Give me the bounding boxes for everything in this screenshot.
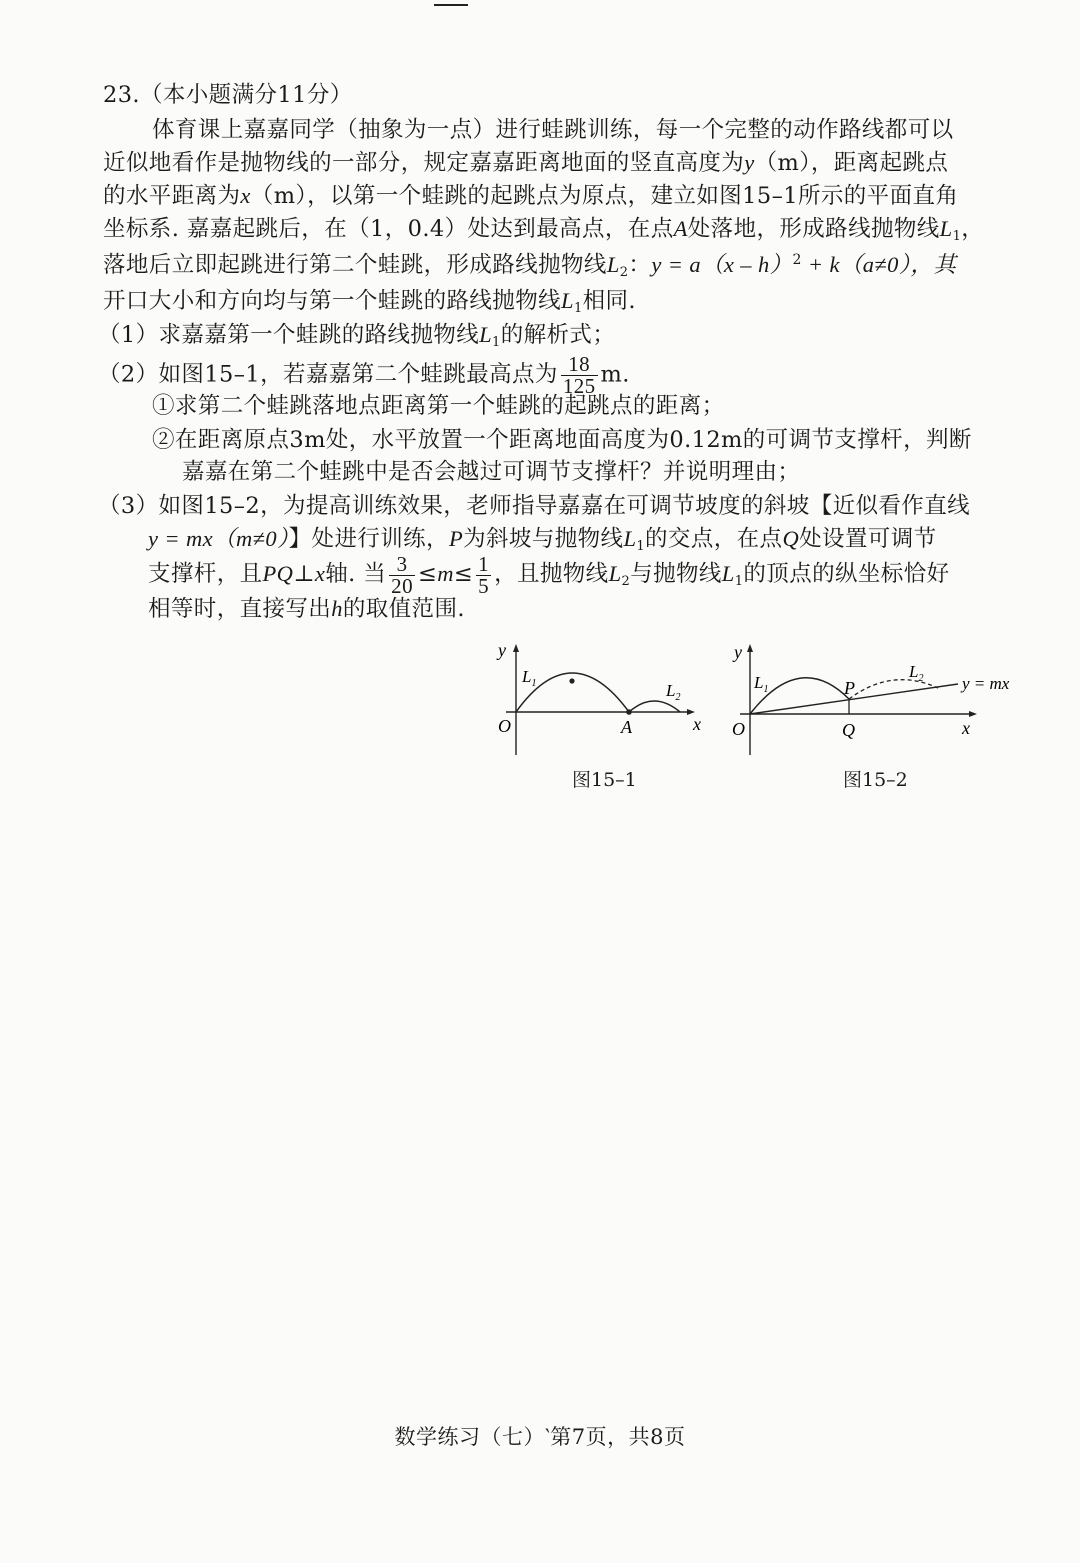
fig1-point-a bbox=[626, 709, 632, 715]
fig2-l2-label: $L_2$ bbox=[909, 662, 924, 684]
fig1-y-label: y bbox=[498, 640, 506, 660]
intro-line-3: 的水平距离为x（m），以第一个蛙跳的起跳点为原点，建立如图15–1所示的平面直角 bbox=[103, 183, 959, 209]
fig1-parabola-l2 bbox=[629, 701, 680, 712]
fig1-y-arrow bbox=[513, 644, 519, 652]
intro-line-6: 开口大小和方向均与第一个蛙跳的路线抛物线$L_1$相同. bbox=[103, 288, 636, 316]
question-1: （1）求嘉嘉第一个蛙跳的路线抛物线$L_1$的解析式； bbox=[98, 322, 616, 350]
fraction-18-125: $\frac{18}{125}$ bbox=[562, 352, 596, 398]
question-2: （2）如图15–1，若嘉嘉第二个蛙跳最高点为 $\frac{18}{125}$ m. bbox=[98, 352, 630, 398]
figure-15-1 bbox=[490, 640, 720, 760]
fig2-p-label: P bbox=[844, 678, 855, 698]
fraction-3-20: $\frac{3}{20}$ bbox=[391, 551, 413, 598]
fig2-y-label: y bbox=[734, 642, 742, 662]
question-3-line-2: y = mx（m≠0）】处进行训练，P为斜坡与抛物线$L_1$的交点，在点Q处设置可调节 bbox=[148, 526, 937, 554]
intro-line-5: 落地后立即起跳进行第二个蛙跳，形成路线抛物线$L_2$：y = a（x – h）$^2$ + k（a≠0），其 bbox=[103, 252, 957, 280]
question-3-line-1: （3）如图15–2，为提高训练效果，老师指导嘉嘉在可调节坡度的斜坡【近似看作直线 bbox=[98, 493, 971, 519]
fig2-y-arrow bbox=[747, 644, 753, 652]
fig2-q-label: Q bbox=[842, 720, 855, 740]
fig1-caption: 图15–1 bbox=[572, 769, 637, 791]
fig1-l2-label: $L_2$ bbox=[666, 681, 681, 703]
fig1-l1-label: $L_1$ bbox=[522, 667, 537, 689]
question-2-part-1: ①求第二个蛙跳落地点距离第一个蛙跳的起跳点的距离； bbox=[152, 393, 725, 419]
question-3-line-3: 支撑杆，且PQ⊥x轴. 当 $\frac{3}{20}$ ≤m≤ $\frac{1}{5}$ ，且抛物线$L_2$与抛物线$L_1$的顶点的纵坐标恰好 bbox=[148, 551, 950, 598]
intro-line-1: 体育课上嘉嘉同学（抽象为一点）进行蛙跳训练，每一个完整的动作路线都可以 bbox=[152, 117, 954, 143]
fig1-origin-label: O bbox=[498, 716, 511, 736]
fig2-line-label: y = mx bbox=[962, 674, 1010, 693]
intro-line-2: 近似地看作是抛物线的一部分，规定嘉嘉距离地面的竖直高度为y（m），距离起跳点 bbox=[103, 150, 949, 176]
top-margin-mark bbox=[434, 4, 468, 6]
page-footer: 数学练习（七）‵第7页，共8页 bbox=[394, 1425, 686, 1449]
fig2-l1-label: $L_1$ bbox=[754, 673, 769, 695]
question-2-part-2-cont: 嘉嘉在第二个蛙跳中是否会越过可调节支撑杆？并说明理由； bbox=[182, 459, 801, 485]
fig2-origin-label: O bbox=[732, 719, 745, 739]
fraction-1-5: $\frac{1}{5}$ bbox=[478, 551, 490, 598]
fig1-x-label: x bbox=[693, 714, 701, 734]
question-2-part-2: ②在距离原点3m处，水平放置一个距离地面高度为0.12m的可调节支撑杆，判断 bbox=[152, 427, 972, 453]
intro-line-4: 坐标系. 嘉嘉起跳后，在（1，0.4）处达到最高点，在点A处落地，形成路线抛物线$L_1$， bbox=[103, 216, 985, 244]
problem-header: 23.（本小题满分11分） bbox=[103, 82, 353, 108]
figure-15-2 bbox=[730, 640, 1030, 760]
fig1-a-label: A bbox=[621, 717, 632, 737]
fig2-x-arrow bbox=[969, 711, 977, 717]
question-3-line-4: 相等时，直接写出h的取值范围. bbox=[148, 596, 465, 622]
fig1-vertex-point bbox=[569, 678, 574, 683]
fig2-caption: 图15–2 bbox=[843, 769, 908, 791]
fig2-x-label: x bbox=[962, 718, 970, 738]
